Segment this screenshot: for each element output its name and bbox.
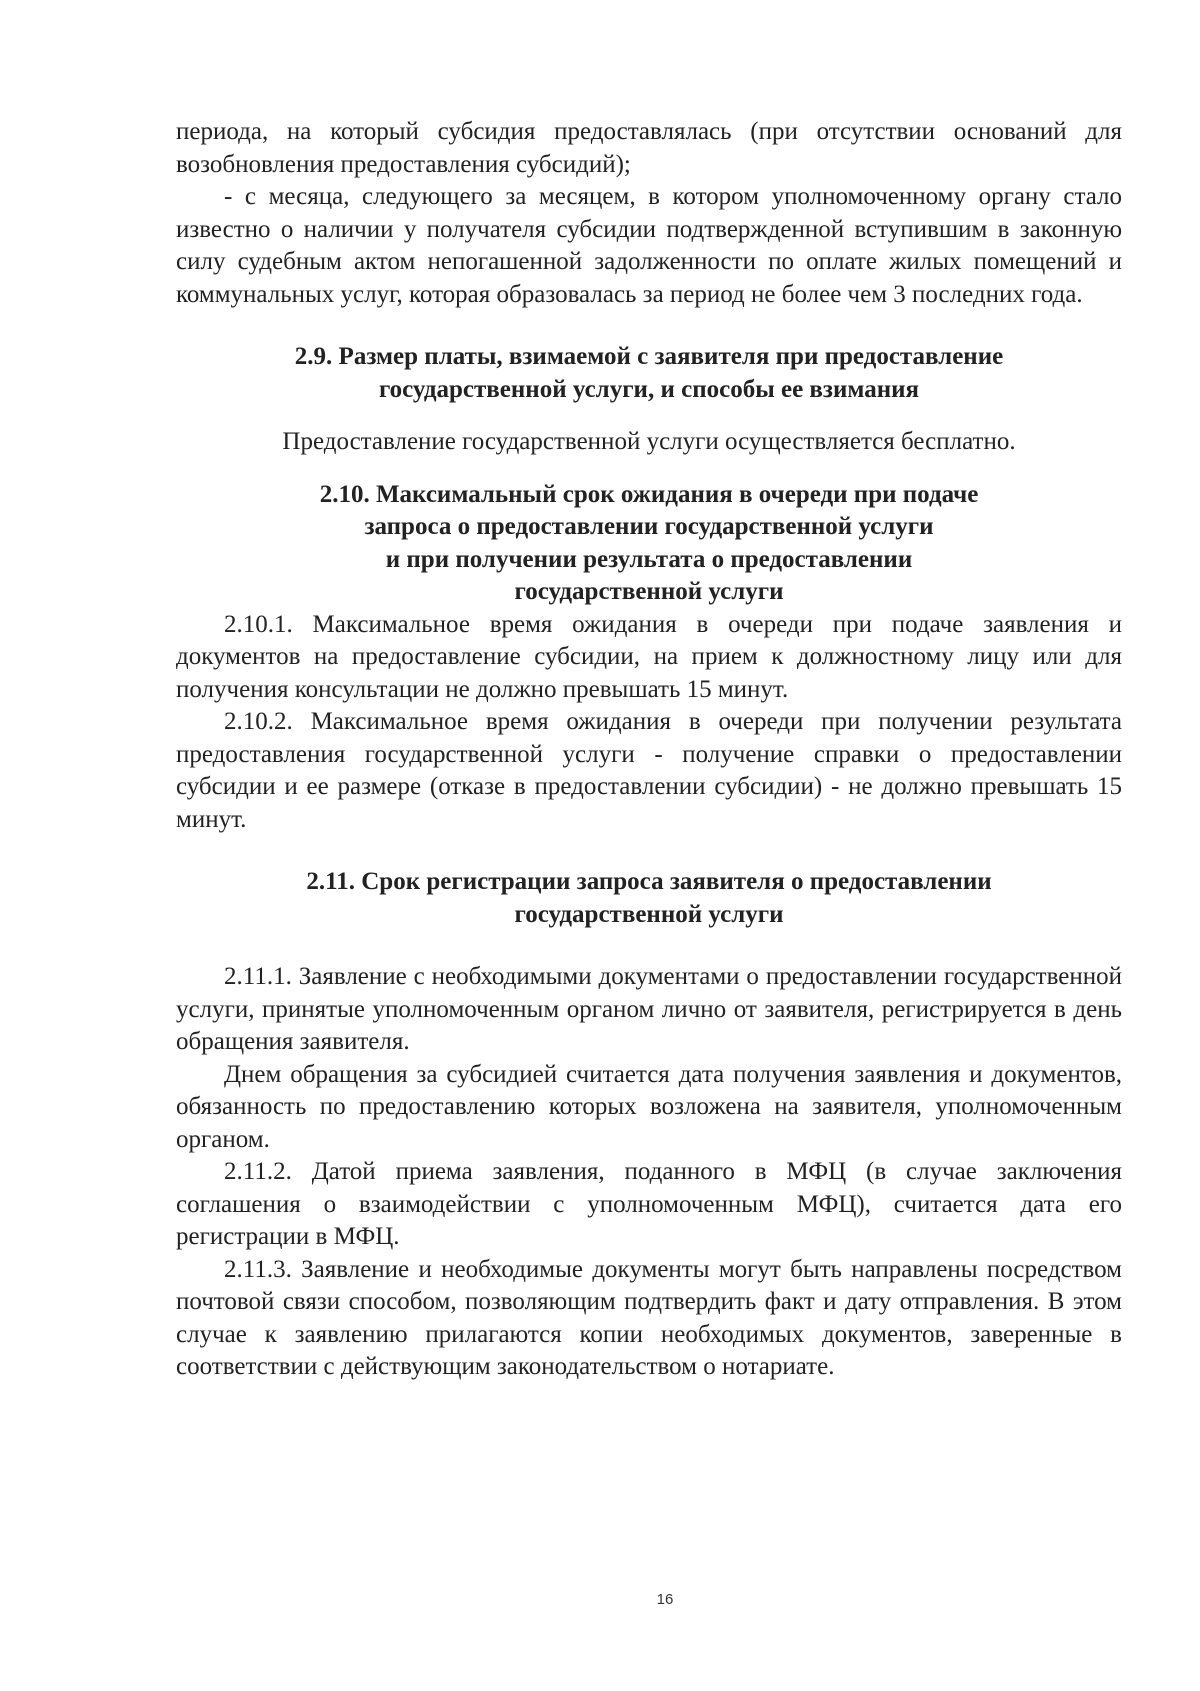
section-2-9-text: Предоставление государственной услуги осуществляется бесплатно.: [282, 428, 1016, 455]
paragraph-continuation: периода, на который субсидия предоставлялась (при отсутствии оснований для возобновления предоставления субсидий);: [176, 118, 1122, 178]
section-2-11: [176, 866, 1122, 1384]
heading-line: 2.9. Размер платы, взимаемой с заявителя при предоставление: [294, 343, 1004, 370]
paragraph-2-10-2: 2.10.2. Максимальное время ожидания в очереди при получении результата предоставления государственной услуги - получение справки о предоставлении субсидии и ее размере (отказе в предоставлении субсидии) - не должно превышать 15 минут.: [176, 708, 1122, 833]
paragraph-2-11-1: 2.11.1. Заявление с необходимыми документами о предоставлении государственной услуги, принятые уполномоченным органом лично от заявителя, регистрируется в день обращения заявителя.: [176, 963, 1122, 1055]
page-number: 16: [656, 1591, 674, 1608]
paragraph-2-11-3: 2.11.3. Заявление и необходимые документы могут быть направлены посредством почтовой связи способом, позволяющим подтвердить факт и дату отправления. В этом случае к заявлению прилагаются копии необходимых документов, заверенные в соответствии с действующим законодательством о нотариате.: [176, 1255, 1122, 1380]
heading-line: 2.11. Срок регистрации запроса заявителя о предоставлении: [306, 868, 992, 895]
page-content: [176, 116, 1122, 1384]
section-2-11-heading: [176, 866, 1122, 931]
paragraph-2-10-1: 2.10.1. Максимальное время ожидания в очереди при подаче заявления и документов на предоставление субсидии, на прием к должностному лицу или для получения консультации не должно превышать 15 минут.: [176, 610, 1122, 703]
heading-line: государственной услуги, и способы ее взимания: [378, 375, 920, 403]
section-2-9: [176, 341, 1122, 459]
section-2-10: [176, 479, 1122, 837]
section-2-9-heading: [176, 341, 1122, 406]
paragraph-day-of-request: Днем обращения за субсидией считается дата получения заявления и документов, обязанность по предоставлению которых возложена на заявителя, уполномоченным органом.: [176, 1060, 1122, 1153]
heading-line: государственной услуги: [514, 900, 784, 928]
heading-line: 2.10. Максимальный срок ожидания в очереди при подаче: [319, 480, 979, 508]
section-2-10-heading: [176, 479, 1122, 609]
heading-line: государственной услуги: [514, 578, 784, 605]
paragraph-month-clause: - с месяца, следующего за месяцем, в котором уполномоченному органу стало известно о наличии у получателя субсидии подтвержденной вступившим в законную силу судебным актом непогашенной задолженности по оплате жилых помещений и коммунальных услуг, которая образовалась за период не более чем 3 последних года.: [176, 183, 1122, 308]
heading-line: и при получении результата о предоставлении: [385, 545, 913, 573]
paragraph-2-11-2: 2.11.2. Датой приема заявления, поданного в МФЦ (в случае заключения соглашения о взаимодействии с уполномоченным МФЦ), считается дата его регистрации в МФЦ.: [176, 1158, 1122, 1250]
heading-line: запроса о предоставлении государственной услуги: [364, 513, 934, 540]
